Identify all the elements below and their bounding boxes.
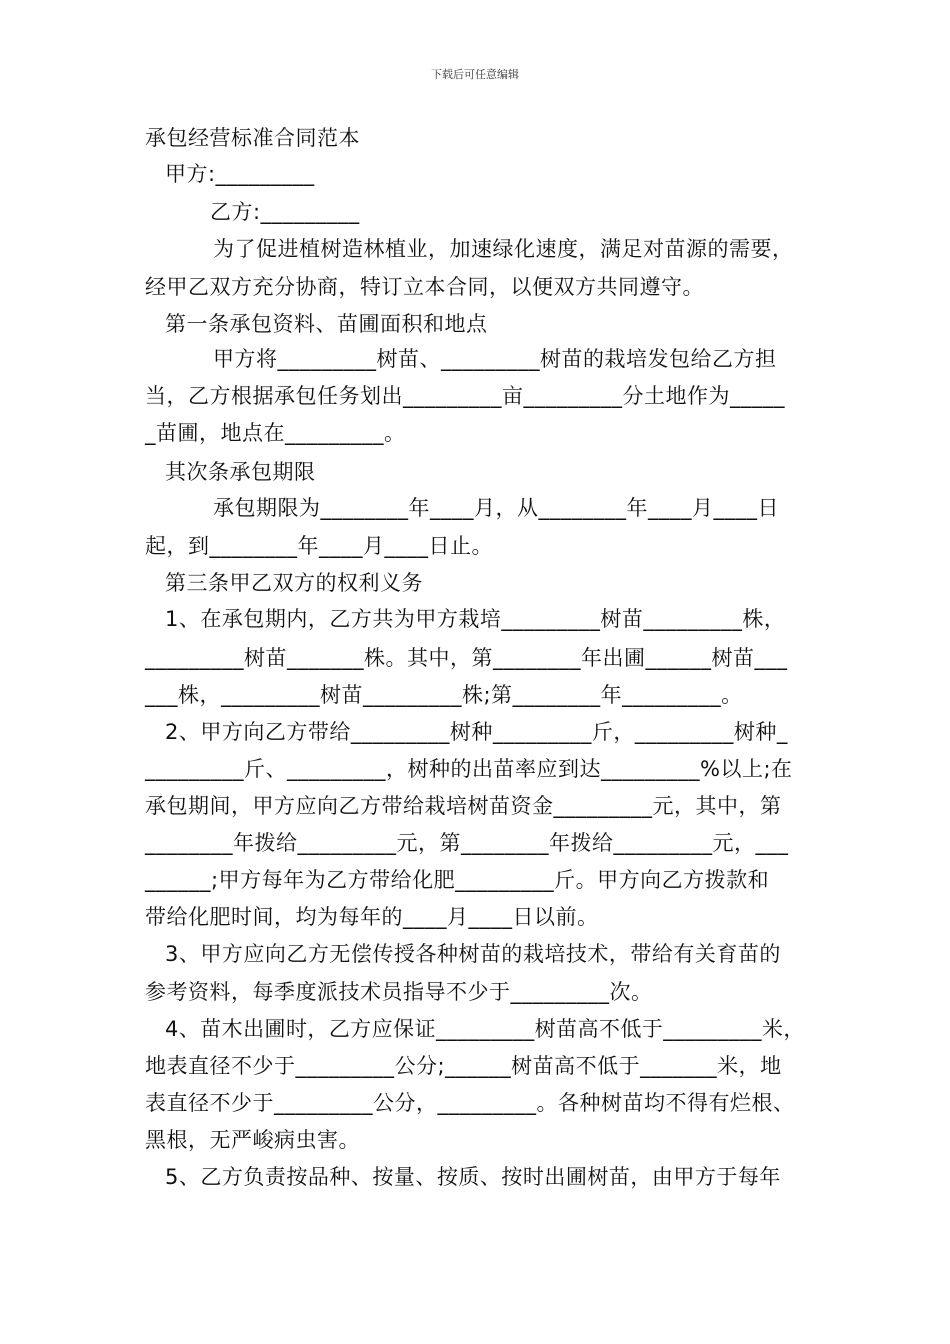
paragraph-line: 经甲乙双方充分协商，特订立本合同，以便双方共同遵守。 [145, 275, 704, 299]
section-heading: 第三条甲乙双方的权利义务 [165, 571, 423, 595]
paragraph-line: 承包期间，甲方应向乙方带给栽培树苗资金_________元，其中，第 [145, 794, 782, 818]
paragraph-line: ___株，_________树苗_________株;第________年_________。 [145, 683, 743, 707]
paragraph-line: 起，到________年____月____日止。 [145, 534, 493, 558]
paragraph-line: 承包期限为________年____月，从________年____月____日 [213, 496, 779, 520]
paragraph-line: ________年拨给_________元，第________年拨给_________元，___ [145, 831, 789, 855]
document-title: 承包经营标准合同范本 [145, 126, 360, 150]
page-header-note: 下载后可任意编辑 [431, 68, 519, 81]
paragraph-line: 甲方将_________树苗、_________树苗的栽培发包给乙方担 [213, 347, 777, 371]
paragraph-line: 参考资料，每季度派技术员指导不少于_________次。 [145, 980, 653, 1004]
party-a-line: 甲方:_________ [165, 162, 315, 186]
paragraph-line: _________树苗_______株。其中，第________年出圃______树苗___ [145, 646, 788, 670]
paragraph-line: 当，乙方根据承包任务划出_________亩_________分土地作为_____ [145, 384, 785, 408]
paragraph-line: ______;甲方每年为乙方带给化肥_________斤。甲方向乙方拨款和 [145, 868, 770, 892]
party-b-line: 乙方:_________ [210, 200, 360, 224]
paragraph-line: 5、乙方负责按品种、按量、按质、按时出圃树苗，由甲方于每年 [165, 1165, 781, 1189]
paragraph-line: 表直径不少于_________公分，_________。各种树苗均不得有烂根、 [145, 1091, 795, 1115]
paragraph-line: _________斤、_________，树种的出苗率应到达_________%以上;在 [145, 757, 793, 781]
paragraph-line: 1、在承包期内，乙方共为甲方栽培_________树苗_________株， [165, 607, 786, 631]
paragraph-line: 带给化肥时间，均为每年的____月____日以前。 [145, 905, 599, 929]
paragraph-line: 2、甲方向乙方带给_________树种_________斤，_________树种_ [165, 720, 788, 744]
paragraph-line: 4、苗木出圃时，乙方应保证_________树苗高不低于_________米， [165, 1017, 805, 1041]
paragraph-line: 黑根，无严峻病虫害。 [145, 1128, 360, 1152]
paragraph-line: 地表直径不少于_________公分;______树苗高不低于_______米，地 [145, 1054, 782, 1078]
section-heading: 其次条承包期限 [165, 460, 316, 484]
paragraph-line: 为了促进植树造林植业，加速绿化速度，满足对苗源的需要， [213, 237, 794, 261]
section-heading: 第一条承包资料、苗圃面积和地点 [165, 312, 488, 336]
paragraph-line: _苗圃，地点在_________。 [145, 421, 406, 445]
paragraph-line: 3、甲方应向乙方无偿传授各种树苗的栽培技术，带给有关育苗的 [165, 942, 781, 966]
